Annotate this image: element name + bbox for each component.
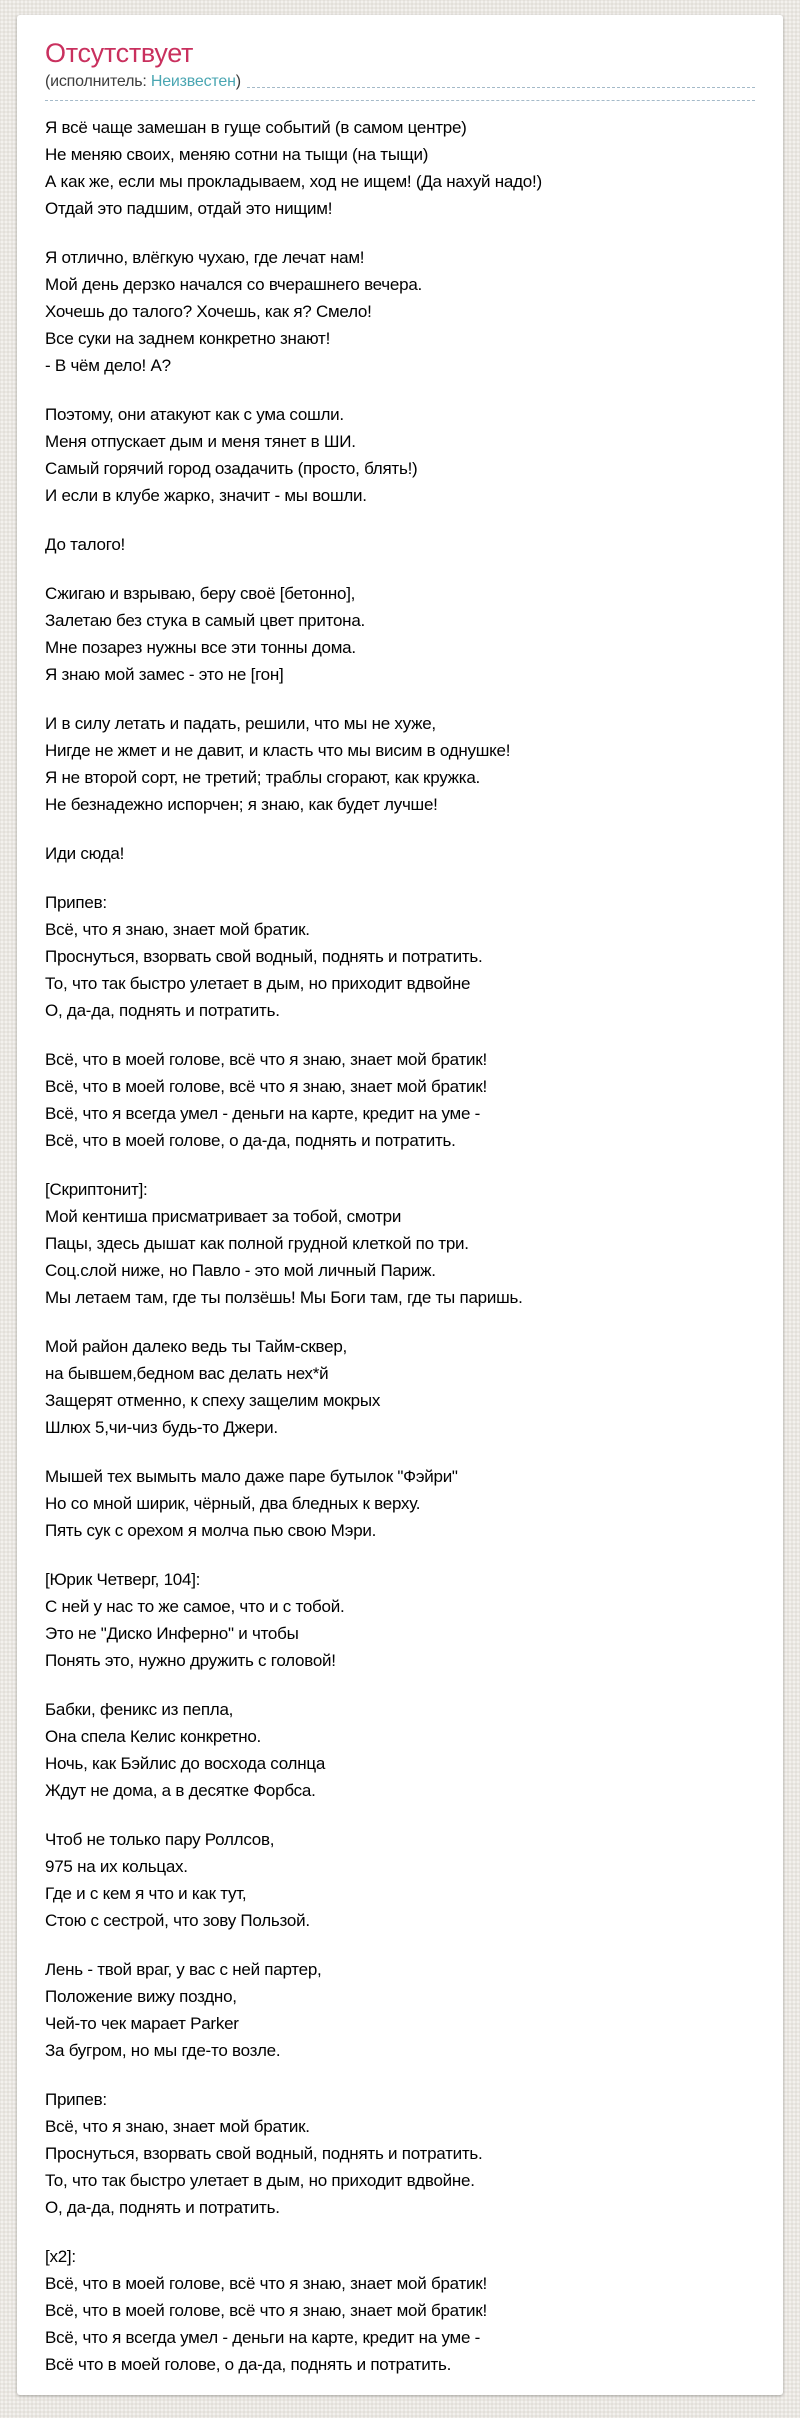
lyric-line: То, что так быстро улетает в дым, но приходит вдвойне bbox=[45, 974, 471, 993]
lyric-line: То, что так быстро улетает в дым, но приходит вдвойне. bbox=[45, 2171, 475, 2190]
lyric-line: [x2]: bbox=[45, 2247, 76, 2266]
stanza bbox=[45, 1463, 755, 1544]
lyric-line: О, да-да, поднять и потратить. bbox=[45, 1001, 280, 1020]
stanza bbox=[45, 889, 755, 1024]
lyric-line: Она спела Келис конкретно. bbox=[45, 1727, 262, 1746]
lyrics-card bbox=[17, 15, 783, 2395]
stanza bbox=[45, 1696, 755, 1804]
lyric-line: За бугром, но мы где-то возле. bbox=[45, 2041, 281, 2060]
lyric-line: Это не "Диско Инферно" и чтобы bbox=[45, 1624, 299, 1643]
lyric-line: Лень - твой враг, у вас с ней партер, bbox=[45, 1960, 322, 1979]
lyric-line: Поэтому, они атакуют как с ума сошли. bbox=[45, 405, 344, 424]
lyric-line: Не безнадежно испорчен; я знаю, как будет лучше! bbox=[45, 795, 438, 814]
lyric-line: А как же, если мы прокладываем, ход не ищем! (Да нахуй надо!) bbox=[45, 172, 542, 191]
stanza bbox=[45, 840, 755, 867]
lyric-line: Шлюх 5,чи-чиз будь-то Джери. bbox=[45, 1418, 278, 1437]
lyric-line: Мне позарез нужны все эти тонны дома. bbox=[45, 638, 356, 657]
artist-link[interactable]: Неизвестен bbox=[150, 73, 236, 90]
lyric-line: Припев: bbox=[45, 893, 107, 912]
stanza bbox=[45, 531, 755, 558]
lyric-line: Я не второй сорт, не третий; траблы сгорают, как кружка. bbox=[45, 768, 481, 787]
lyric-line: Хочешь до талого? Хочешь, как я? Смело! bbox=[45, 302, 372, 321]
lyric-line: Меня отпускает дым и меня тянет в ШИ. bbox=[45, 432, 356, 451]
lyric-line: Соц.слой ниже, но Павло - это мой личный Париж. bbox=[45, 1261, 436, 1280]
lyric-line: Всё, что я знаю, знает мой братик. bbox=[45, 920, 310, 939]
lyric-line: Защерят отменно, к спеху защелим мокрых bbox=[45, 1391, 381, 1410]
inline-dashed-rule bbox=[247, 87, 755, 88]
lyric-line: Пять сук с орехом я молча пью свою Мэри. bbox=[45, 1521, 377, 1540]
lyric-line: И в силу летать и падать, решили, что мы не хуже, bbox=[45, 714, 436, 733]
lyric-line: И если в клубе жарко, значит - мы вошли. bbox=[45, 486, 367, 505]
lyric-line: Отдай это падшим, отдай это нищим! bbox=[45, 199, 333, 218]
lyric-line: Всё, что я всегда умел - деньги на карте, кредит на уме - bbox=[45, 1104, 481, 1123]
lyric-line: Всё что в моей голове, о да-да, поднять и потратить. bbox=[45, 2355, 452, 2374]
lyric-line: Всё, что в моей голове, всё что я знаю, знает мой братик! bbox=[45, 1050, 487, 1069]
lyric-line: Но со мной ширик, чёрный, два бледных к верху. bbox=[45, 1494, 421, 1513]
stanza bbox=[45, 1956, 755, 2064]
lyric-line: Мышей тех вымыть мало даже паре бутылок "Фэйри" bbox=[45, 1467, 458, 1486]
lyric-line: Всё, что в моей голове, всё что я знаю, знает мой братик! bbox=[45, 1077, 487, 1096]
lyric-line: Всё, что я всегда умел - деньги на карте, кредит на уме - bbox=[45, 2328, 481, 2347]
lyric-line: Чей-то чек марает Parker bbox=[45, 2014, 239, 2033]
stanza bbox=[45, 114, 755, 222]
lyric-line: Мой день дерзко начался со вчерашнего вечера. bbox=[45, 275, 423, 294]
lyric-line: Всё, что в моей голове, всё что я знаю, знает мой братик! bbox=[45, 2301, 487, 2320]
lyric-line: Ждут не дома, а в десятке Форбса. bbox=[45, 1781, 316, 1800]
lyric-line: Ночь, как Бэйлис до восхода солнца bbox=[45, 1754, 326, 1773]
lyric-line: Всё, что я знаю, знает мой братик. bbox=[45, 2117, 310, 2136]
lyric-line: Не меняю своих, меняю сотни на тыщи (на тыщи) bbox=[45, 145, 429, 164]
stanza bbox=[45, 1046, 755, 1154]
stanza bbox=[45, 1826, 755, 1934]
artist-line bbox=[45, 71, 755, 93]
lyric-line: Проснуться, взорвать свой водный, поднять и потратить. bbox=[45, 2144, 483, 2163]
lyric-line: Я знаю мой замес - это не [гон] bbox=[45, 665, 284, 684]
lyric-line: Самый горячий город озадачить (просто, блять!) bbox=[45, 459, 418, 478]
lyric-line: Пацы, здесь дышат как полной грудной клеткой по три. bbox=[45, 1234, 469, 1253]
lyric-line: 975 на их кольцах. bbox=[45, 1857, 188, 1876]
lyric-line: Всё, что в моей голове, всё что я знаю, знает мой братик! bbox=[45, 2274, 487, 2293]
lyric-line: Припев: bbox=[45, 2090, 107, 2109]
lyric-line: [Скриптонит]: bbox=[45, 1180, 148, 1199]
lyric-line: Положение вижу поздно, bbox=[45, 1987, 237, 2006]
lyrics-text bbox=[45, 101, 755, 2378]
lyric-line: на бывшем,бедном вас делать нех*й bbox=[45, 1364, 329, 1383]
stanza bbox=[45, 580, 755, 688]
lyric-line: Нигде не жмет и не давит, и класть что мы висим в однушке! bbox=[45, 741, 511, 760]
lyric-line: Где и с кем я что и как тут, bbox=[45, 1884, 247, 1903]
lyric-line: Сжигаю и взрываю, беру своё [бетонно], bbox=[45, 584, 356, 603]
stanza bbox=[45, 710, 755, 818]
stanza bbox=[45, 1566, 755, 1674]
lyric-line: Проснуться, взорвать свой водный, поднять и потратить. bbox=[45, 947, 483, 966]
lyric-line: Я всё чаще замешан в гуще событий (в самом центре) bbox=[45, 118, 467, 137]
lyric-line: Всё, что в моей голове, о да-да, поднять и потратить. bbox=[45, 1131, 456, 1150]
stanza bbox=[45, 2086, 755, 2221]
stanza bbox=[45, 2243, 755, 2378]
lyric-line: Мой район далеко ведь ты Тайм-сквер, bbox=[45, 1337, 348, 1356]
lyric-line: С ней у нас то же самое, что и с тобой. bbox=[45, 1597, 345, 1616]
lyric-line: Иди сюда! bbox=[45, 844, 125, 863]
stanza bbox=[45, 244, 755, 379]
artist-label: (исполнитель: bbox=[45, 73, 151, 90]
lyric-line: Стою с сестрой, что зову Пользой. bbox=[45, 1911, 310, 1930]
lyric-line: - В чём дело! А? bbox=[45, 356, 171, 375]
artist-label-suffix: ) bbox=[235, 73, 241, 90]
lyric-line: Все суки на заднем конкретно знают! bbox=[45, 329, 331, 348]
lyric-line: Мы летаем там, где ты ползёшь! Мы Боги там, где ты паришь. bbox=[45, 1288, 523, 1307]
lyric-line: Я отлично, влёгкую чухаю, где лечат нам! bbox=[45, 248, 365, 267]
lyric-line: Мой кентиша присматривает за тобой, смотри bbox=[45, 1207, 402, 1226]
stanza bbox=[45, 401, 755, 509]
lyric-line: Залетаю без стука в самый цвет притона. bbox=[45, 611, 365, 630]
lyric-line: До талого! bbox=[45, 535, 126, 554]
lyric-line: Чтоб не только пару Роллсов, bbox=[45, 1830, 275, 1849]
lyric-line: О, да-да, поднять и потратить. bbox=[45, 2198, 280, 2217]
lyric-line: [Юрик Четверг, 104]: bbox=[45, 1570, 201, 1589]
lyric-line: Бабки, феникс из пепла, bbox=[45, 1700, 234, 1719]
lyric-line: Понять это, нужно дружить с головой! bbox=[45, 1651, 336, 1670]
stanza bbox=[45, 1176, 755, 1311]
stanza bbox=[45, 1333, 755, 1441]
page-title: Отсутствует bbox=[45, 38, 194, 68]
